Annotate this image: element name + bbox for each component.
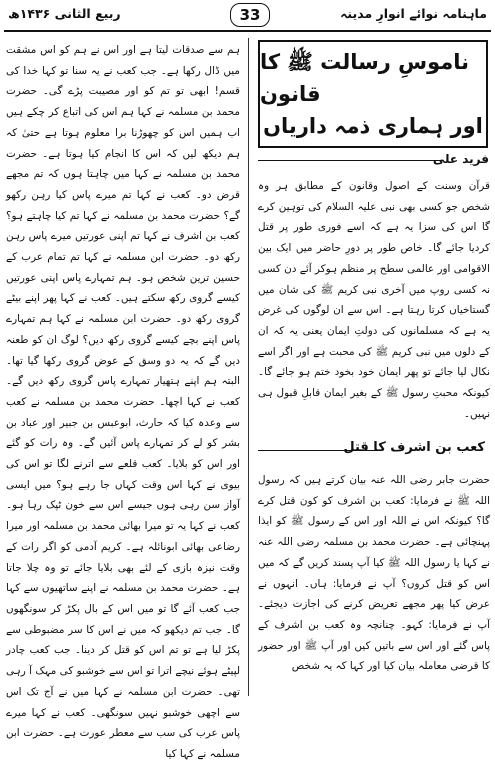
- article-title-box: [258, 40, 488, 148]
- right-column-intro: [258, 176, 490, 431]
- column-divider: [248, 38, 249, 696]
- right-column-section: [258, 470, 490, 696]
- journal-name: ماہنامہ نوائے انوارِ مدینہ: [340, 6, 487, 21]
- issue-date: ربیع الثانی ۱۴۳۶ھ: [8, 6, 121, 21]
- author-name: فرید علی: [432, 152, 489, 166]
- author-rule: [258, 160, 441, 161]
- article-title-line-1: ناموسِ رسالت ﷺ کا قانون: [260, 50, 470, 106]
- right-column-paragraph-1: قرآن وسنت کے اصول وقانون کے مطابق ہر وہ شخص جو کسی بھی نبی علیہ السلام کی توہین کرے گا اس کی سزا یہ ہے کہ اسے فوری طور پر قتل کردیا جائے گا۔ خاص طور پر دورِ حاضر میں ایک بین الاقوامی اور عالمی سطح پر منظم ہوکر آئے دن کسی نہ کسی روپ میں آخری نبی کریم ﷺ کی شان میں گستاخیاں کرتا رہتا ہے۔ اس سے ان لوگوں کی غرض یہ ہے کہ مسلمانوں کی دولتِ ایمان یعنی یہ کہ ان کے دلوں میں نبی کریم ﷺ کی محبت ہے اور اگر اسے نکال لیا جائے تو پھر ایمان خود بخود ختم ہو جائے گا۔ کیونکہ محبتِ رسول ﷺ کے بغیر ایمان قابلِ قبول ہی نہیں۔: [258, 180, 490, 420]
- article-title-line-2: اور ہماری ذمہ داریاں: [263, 114, 483, 138]
- right-column-paragraph-2: حضرت جابر رضی اللہ عنہ بیان کرتے ہیں کہ رسول اللہ ﷺ نے فرمایا: کعب بن اشرف کو کون قتل کرے گا؟ کیونکہ اس نے اللہ اور اس کے رسول ﷺ کو ایذا پہنچائی ہے۔ حضرت محمد بن مسلمہ رضی اللہ عنہ نے کہا یا رسول اللہ ﷺ کیا آپ پسند کریں گے کہ میں اس کو قتل کروں؟ آپ نے فرمایا: ہاں۔ انہوں نے عرض کیا پھر مجھے تعریض کرنے کی اجازت دیجئے۔ آپ نے فرمایا: کہو۔ چنانچہ وہ کعب بن اشرف کے پاس گئے اور اس سے باتیں کیں اور آپ ﷺ اور حضور کا قرضی معاملہ بیان کیا اور کہا کہ یہ شخص: [258, 474, 490, 673]
- left-column: [6, 40, 240, 760]
- section-heading: کعب بن اشرف کا قتل: [343, 440, 485, 455]
- page-header: [0, 0, 495, 34]
- header-rule: [4, 30, 491, 32]
- page-number: 33: [230, 3, 270, 27]
- section-heading-rule: [258, 450, 377, 451]
- left-column-text: ہم سے صدقات لیتا ہے اور اس نے ہم کو اس مشقت میں ڈال رکھا ہے۔ جب کعب نے یہ سنا تو کہا خدا کی قسم! ابھی تو تم کو اور مصیبت پڑے گی۔ حضرت محمد بن مسلمہ نے کہا ہم اس کی اتباع کر چکے ہیں اب ہمیں اس کو چھوڑنا برا معلوم ہوتا ہے حتیٰ کہ ہم دیکھ لیں کہ اس کا انجام کیا ہوتا ہے۔ حضرت محمد بن مسلمہ نے کہا میں چاہتا ہوں کہ تم مجھے قرض دو۔ کعب نے کہا تم میرے پاس کیا رہن رکھو گے؟ حضرت محمد بن مسلمہ نے کہا تم کیا چاہتے ہو؟ کعب بن اشرف نے کہا تم اپنی عورتیں میرے پاس رہن رکھ دو۔ حضرت ابن مسلمہ نے کہا تم تمام عرب کے حسین ترین شخص ہو۔ ہم تمہارے پاس اپنی عورتیں کیسے گروی رکھ سکتے ہیں۔ کعب نے کہا پھر اپنے بیٹے گروی رکھ دو۔ حضرت ابن مسلمہ نے کہا ہم تمہارے پاس اپنے بچے کیسے گروی رکھ دیں؟ لوگ ان کو طعنہ دیں گے کہ یہ دو وسق کے عوض گروی رکھا گیا تھا۔ البتہ ہم اپنے ہتھیار تمہارے پاس گروی رکھ دیں گے۔ کعب نے کہا اچھا۔ حضرت محمد بن مسلمہ نے کعب سے وعدہ کیا کہ حارث، ابوعبس بن جبیر اور عباد بن بشر کو لے کر تمہارے پاس آئیں گے۔ وہ رات کو گئے اور اس کو بلایا۔ کعب قلعے سے اترنے لگا تو اس کی بیوی نے کہا اس وقت کہاں جا رہے ہو؟ میں ایسی آواز سن رہی ہوں جیسے اس سے خون ٹپک رہا ہو۔ کعب نے کہا یہ تو میرا بھائی محمد بن مسلمہ اور میرا رضاعی بھائی ابونائلہ ہے۔ کریم آدمی کو اگر رات کے وقت نیزہ بازی کے لئے بھی بلایا جائے تو وہ چلا جاتا ہے۔ حضرت محمد بن مسلمہ نے اپنے ساتھیوں سے کہا جب کعب آئے گا تو میں اس کے بال پکڑ کر سونگھوں گا۔ جب تم دیکھو کہ میں نے اس کا سر مضبوطی سے پکڑ لیا ہے تو تم اس کو قتل کر دینا۔ جب کعب چادر لپیٹے ہوئے نیچے اترا تو اس سے خوشبو کی مہک آ رہی تھی۔ حضرت ابن مسلمہ نے کہا میں نے آج تک اس سے اچھی خوشبو نہیں سونگھی۔ کعب نے کہا میرے پاس عرب کی سب سے معطر عورت ہے۔ حضرت ابن مسلمہ نے کہا کیا: [6, 44, 240, 760]
